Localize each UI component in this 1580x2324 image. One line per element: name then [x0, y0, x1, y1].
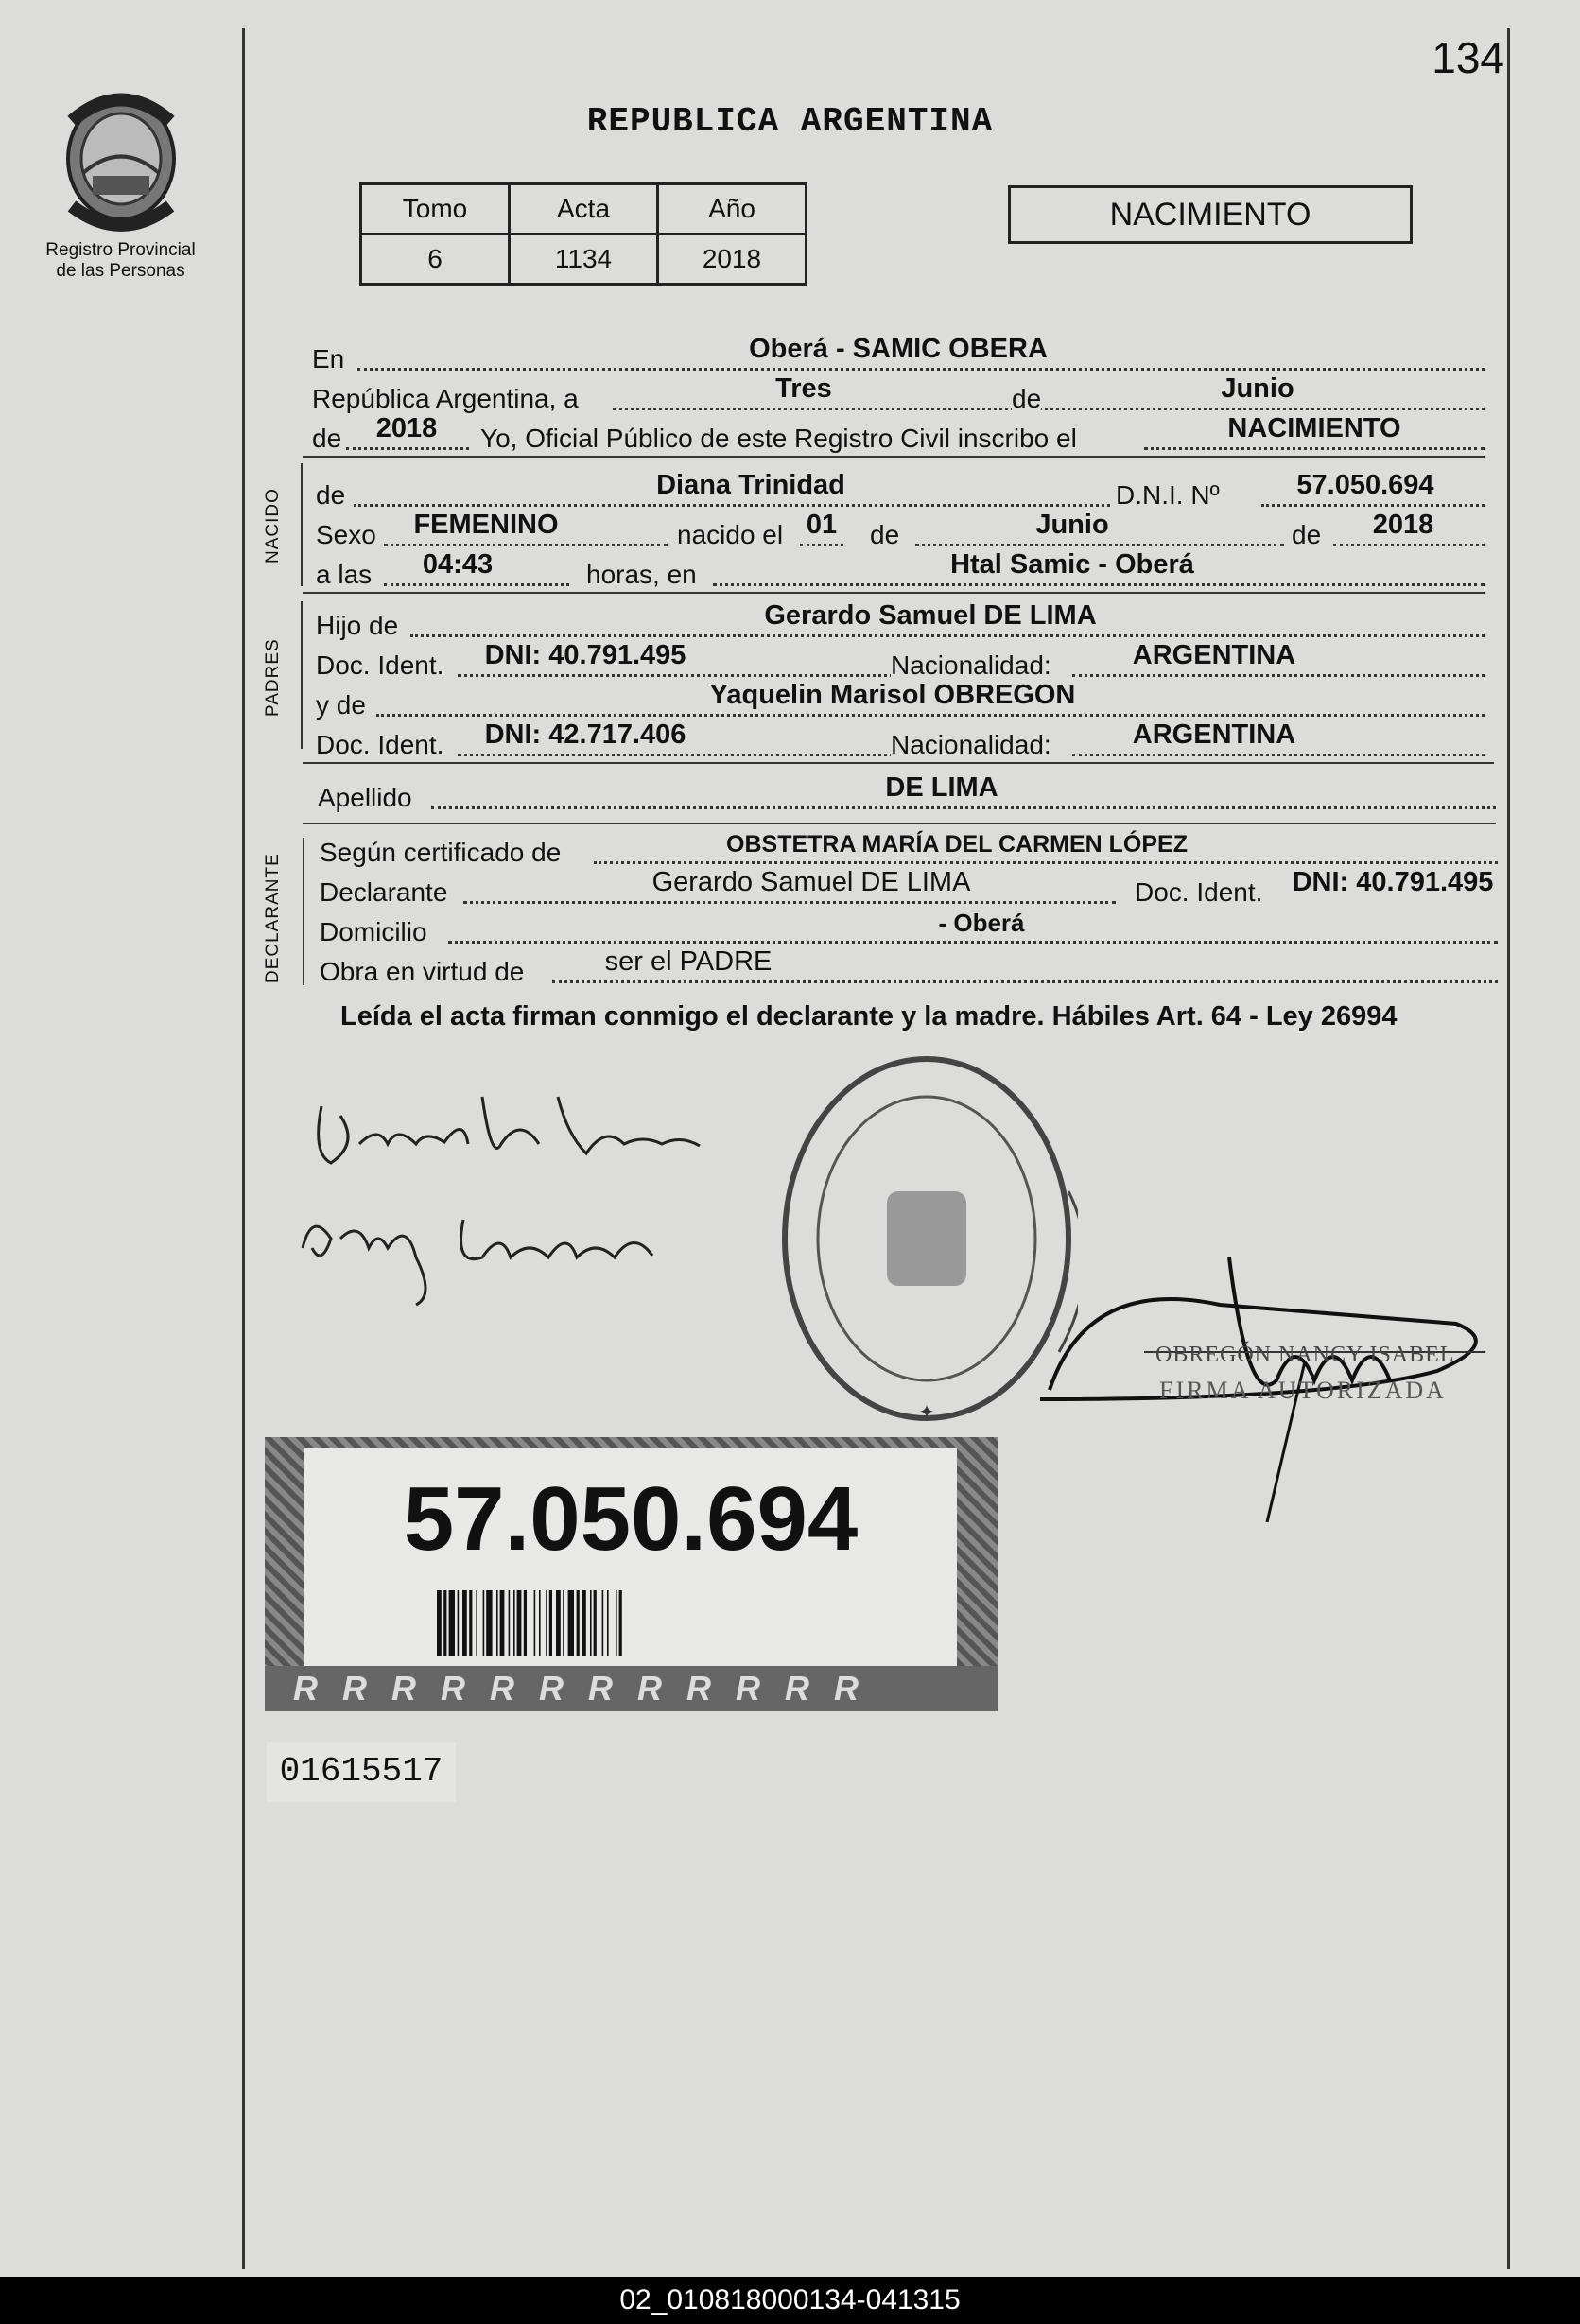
footer-filename: 02_010818000134-041315	[0, 2277, 1580, 2324]
mother-name: Yaquelin Marisol OBREGON	[709, 680, 1076, 710]
obra-value: ser el PADRE	[604, 946, 773, 977]
child-dni: 57.050.694	[1296, 470, 1434, 500]
barcode-bar	[469, 1590, 472, 1656]
barcode-bar	[607, 1590, 609, 1656]
domicilio-value: - Oberá	[938, 909, 1025, 937]
yde-label: y de	[316, 690, 366, 720]
mother-signature-icon	[293, 1191, 690, 1314]
section-bracket	[301, 601, 303, 749]
birth-year: 2018	[1372, 510, 1434, 540]
dotted-line	[458, 753, 912, 756]
ano-header: Año	[658, 184, 807, 234]
inscribo-value: NACIMIENTO	[1227, 413, 1401, 443]
barcode-bar	[616, 1590, 617, 1656]
republica-row	[312, 373, 1485, 414]
dotted-line	[713, 582, 1485, 586]
obra-row	[320, 946, 1498, 987]
father-signature-icon	[303, 1078, 719, 1182]
year-row	[312, 413, 1485, 454]
section-divider	[303, 592, 1485, 594]
closing-note: Leída el acta firman conmigo el declarante y la madre. Hábiles Art. 64 - Ley 26994	[340, 1001, 1398, 1032]
apellido-value: DE LIMA	[885, 772, 998, 803]
hora-row	[316, 549, 1485, 590]
en-label: En	[312, 344, 345, 373]
father-doc: DNI: 40.791.495	[484, 640, 686, 670]
section-bracket	[301, 463, 303, 586]
barcode-bar	[556, 1590, 561, 1656]
sexo-value: FEMENINO	[413, 510, 559, 540]
dotted-line	[458, 673, 912, 677]
dotted-line	[410, 633, 1485, 637]
registry-name-line2: de las Personas	[56, 261, 185, 281]
official-signature-icon	[1031, 1220, 1503, 1522]
nacionalidad-label: Nacionalidad:	[891, 730, 1051, 759]
declarante-doc: DNI: 40.791.495	[1292, 867, 1494, 897]
id-number-panel	[304, 1448, 957, 1666]
dotted-line	[431, 806, 1496, 809]
barcode-bar	[500, 1590, 505, 1656]
barcode-bar	[549, 1590, 552, 1656]
authorized-signature-caption: FIRMA AUTORIZADA	[1159, 1377, 1447, 1404]
acta-header: Acta	[510, 184, 658, 234]
nacido-name-row	[316, 470, 1485, 511]
en-row	[312, 334, 1485, 374]
section-divider	[303, 762, 1494, 764]
birth-place: Htal Samic - Oberá	[950, 549, 1194, 580]
barcode-bar	[458, 1590, 460, 1656]
barcode-bar	[443, 1590, 446, 1656]
barcode-bar	[437, 1590, 442, 1656]
de-label: de	[312, 424, 342, 453]
country-title: REPUBLICA ARGENTINA	[586, 102, 994, 141]
dotted-line	[594, 860, 1498, 864]
domicilio-row	[320, 909, 1498, 947]
acta-value: 1134	[510, 234, 658, 285]
dotted-line	[354, 503, 1110, 507]
republica-label: República Argentina, a	[312, 384, 579, 413]
segun-row	[320, 831, 1498, 868]
domicilio-label: Domicilio	[320, 917, 427, 946]
barcode-bar	[509, 1590, 511, 1656]
dotted-line	[346, 446, 469, 450]
id-number: 57.050.694	[403, 1468, 859, 1570]
dotted-line	[1072, 753, 1485, 756]
inscribo-text: Yo, Oficial Público de este Registro Civil inscribo el	[480, 424, 1077, 453]
father-name: Gerardo Samuel DE LIMA	[764, 600, 1097, 631]
doc-label: Doc. Ident.	[316, 730, 444, 759]
left-margin-line	[242, 28, 245, 2269]
barcode-bar	[546, 1590, 547, 1656]
barcode-bar	[476, 1590, 477, 1656]
barcode-bar	[563, 1590, 564, 1656]
barcode-bar	[590, 1590, 592, 1656]
barcode-icon	[437, 1590, 834, 1656]
mother-doc: DNI: 42.717.406	[484, 720, 686, 750]
barcode-bar	[582, 1590, 586, 1656]
doc-label: Doc. Ident.	[316, 650, 444, 680]
registry-name-line1: Registro Provincial	[45, 240, 196, 260]
barcode-bar	[568, 1590, 574, 1656]
right-margin-line	[1507, 28, 1510, 2269]
dotted-line	[357, 367, 1485, 371]
dotted-line	[376, 713, 1485, 717]
barcode-bar	[524, 1590, 527, 1656]
de-label: de	[870, 520, 900, 549]
alas-label: a las	[316, 560, 373, 589]
doc-label: Doc. Ident.	[1135, 877, 1263, 907]
dotted-line	[1072, 673, 1485, 677]
declarante-label: Declarante	[320, 877, 448, 907]
year-value: 2018	[375, 413, 438, 443]
barcode-bar	[496, 1590, 498, 1656]
de-label: de	[1012, 384, 1042, 413]
nacionalidad-label: Nacionalidad:	[891, 650, 1051, 680]
barcode-bar	[517, 1590, 522, 1656]
barcode-bar	[462, 1590, 467, 1656]
father-nationality: ARGENTINA	[1132, 640, 1296, 670]
month-value: Junio	[1221, 373, 1294, 404]
hijo-row	[316, 600, 1485, 641]
dotted-line	[384, 543, 668, 546]
nacido-section-label: NACIDO	[263, 488, 283, 564]
mother-nationality: ARGENTINA	[1132, 720, 1296, 750]
dotted-line	[1144, 446, 1485, 450]
barcode-bar	[449, 1590, 455, 1656]
barcode-bar	[486, 1590, 492, 1656]
dotted-line	[800, 543, 843, 546]
barcode-bar	[534, 1590, 536, 1656]
de-label: de	[316, 480, 346, 510]
section-divider	[303, 456, 1485, 458]
child-name: Diana Trinidad	[656, 470, 845, 500]
birth-day: 01	[806, 510, 838, 540]
declarante-row	[320, 867, 1498, 908]
barcode-bar	[619, 1590, 622, 1656]
record-type-box: NACIMIENTO	[1008, 185, 1413, 244]
barcode-bar	[577, 1590, 580, 1656]
dotted-line	[1333, 543, 1485, 546]
dotted-line	[915, 543, 1284, 546]
ano-value: 2018	[658, 234, 807, 285]
declarante-name: Gerardo Samuel DE LIMA	[651, 867, 971, 897]
segun-label: Según certificado de	[320, 838, 562, 867]
dotted-line	[384, 582, 569, 586]
tomo-header: Tomo	[361, 184, 510, 234]
declarante-section-label: DECLARANTE	[263, 853, 283, 983]
sexo-label: Sexo	[316, 520, 376, 549]
section-divider	[303, 823, 1496, 824]
dotted-line	[613, 407, 1485, 410]
dotted-line	[1261, 503, 1485, 507]
barcode-bar	[513, 1590, 515, 1656]
mother-doc-row	[316, 720, 1485, 760]
certificado-value: OBSTETRA MARÍA DEL CARMEN LÓPEZ	[726, 831, 1188, 858]
apellido-row	[318, 772, 1496, 813]
page-number: 134	[1432, 33, 1504, 82]
barcode-bar	[483, 1590, 485, 1656]
sexo-row	[316, 510, 1485, 550]
birth-month: Junio	[1035, 510, 1109, 540]
de-label: de	[1292, 520, 1322, 549]
father-doc-row	[316, 640, 1485, 681]
section-bracket	[303, 838, 304, 985]
dotted-line	[448, 940, 1498, 944]
obra-label: Obra en virtud de	[320, 957, 525, 986]
day-value: Tres	[709, 373, 898, 405]
barcode-bar	[594, 1590, 597, 1656]
svg-text:✦: ✦	[918, 1402, 935, 1423]
birth-time: 04:43	[422, 549, 494, 580]
pattern-strip: RRRRRRRRRRRR	[265, 1666, 998, 1711]
horas-label: horas, en	[586, 560, 697, 589]
dni-label: D.N.I. Nº	[1116, 480, 1220, 510]
barcode-bar	[602, 1590, 604, 1656]
tomo-value: 6	[361, 234, 510, 285]
dotted-line	[552, 980, 1498, 983]
dotted-line	[463, 900, 1116, 904]
volume-table	[359, 182, 807, 286]
id-number-label	[265, 1437, 998, 1711]
apellido-label: Apellido	[318, 783, 412, 812]
barcode-bar	[539, 1590, 541, 1656]
official-name: OBREGÓN NANCY ISABEL	[1155, 1343, 1455, 1367]
hijo-label: Hijo de	[316, 611, 399, 640]
place-value: Oberá - SAMIC OBERA	[749, 334, 1048, 364]
serial-number: 01615517	[267, 1742, 456, 1802]
padres-section-label: PADRES	[263, 638, 283, 717]
nacido-label: nacido el	[677, 520, 784, 549]
yde-row	[316, 680, 1485, 720]
